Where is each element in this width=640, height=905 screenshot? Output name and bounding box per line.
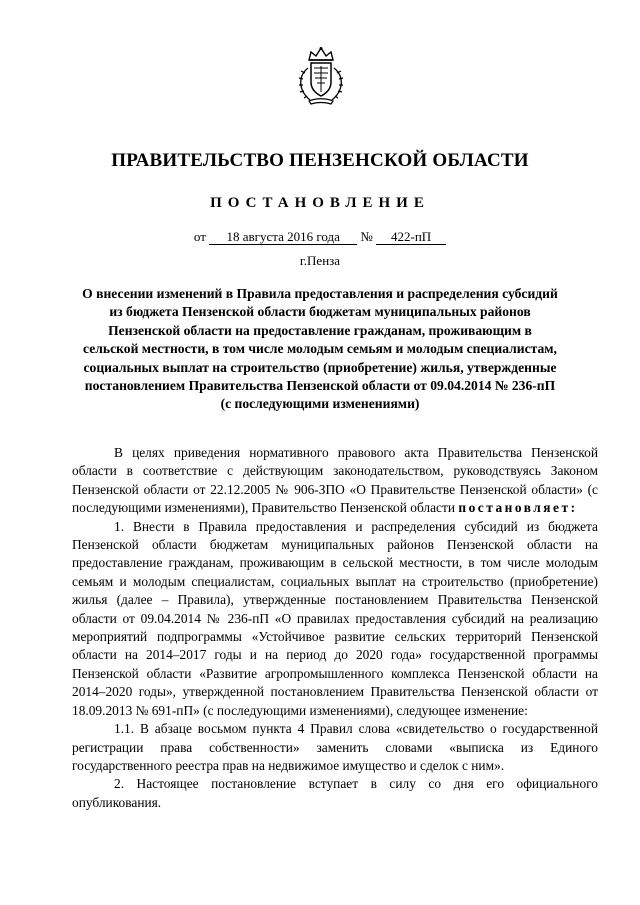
number-prefix: № — [360, 229, 373, 244]
document-title: О внесении изменений в Правила предоставления и распределения субсидий из бюджета Пензенской области бюджетам муниципальных районов Пензенской области на предоставление гражданам, проживающим в сельской местности, в том числе молодым семьям и молодым специалистам, социальных выплат на строительство (приобретение) жилья, утвержденные постановлением Правительства Пензенской области от 09.04.2014 № 236-пП (с последующими изменениями) — [82, 286, 558, 412]
preamble-text: В целях приведения нормативного правового акта Правительства Пензенской области в соответствие с действующим законодательством, руководствуясь Законом Пензенской области от 22.12.2005 № 906-ЗПО «О Правительстве Пензенской области» (с последующими изменениями), Правительство Пензенской области — [72, 445, 598, 516]
document-body — [72, 444, 598, 812]
date-prefix: от — [193, 229, 206, 244]
document-number: 422-пП — [376, 229, 446, 245]
item-1-1-paragraph: 1.1. В абзаце восьмом пункта 4 Правил слова «свидетельство о государственной регистрации права собственности» заменить словами «выписка из Единого государственного реестра прав на недвижимое имущество и сделок с ним». — [72, 721, 598, 773]
resolves-word: постановляет: — [458, 500, 578, 516]
item-2-paragraph: 2. Настоящее постановление вступает в силу со дня его официального опубликования. — [72, 776, 598, 810]
document-date: 18 августа 2016 года — [209, 229, 357, 245]
city-line: г.Пенза — [299, 253, 341, 268]
item-1-paragraph: 1. Внести в Правила предоставления и распределения субсидий из бюджета Пензенской области бюджетам муниципальных районов Пензенской области на предоставление гражданам, проживающим в сельской местности, в том числе молодым семьям и молодым специалистам, социальных выплат на строительство (приобретение) жилья (далее – Правила), утвержденные постановлением Правительства Пензенской области от 09.04.2014 № 236-пП «О правилах предоставления субсидий на реализацию мероприятий подпрограммы «Устойчивое развитие сельских территорий Пензенской области на 2014–2017 годы и на период до 2020 года» государственной программы Пензенской области «Развитие агропромышленного комплекса Пензенской области на 2014–2020 годы», утвержденной постановлением Правительства Пензенской области от 18.09.2013 № 691-пП» (с последующими изменениями), следующее изменение: — [72, 518, 598, 718]
organization-heading: ПРАВИТЕЛЬСТВО ПЕНЗЕНСКОЙ ОБЛАСТИ — [111, 150, 529, 171]
date-number-line — [0, 229, 640, 245]
document-type-heading: ПОСТАНОВЛЕНИЕ — [210, 195, 430, 211]
coat-of-arms-emblem — [294, 46, 348, 106]
preamble-paragraph — [72, 444, 598, 518]
